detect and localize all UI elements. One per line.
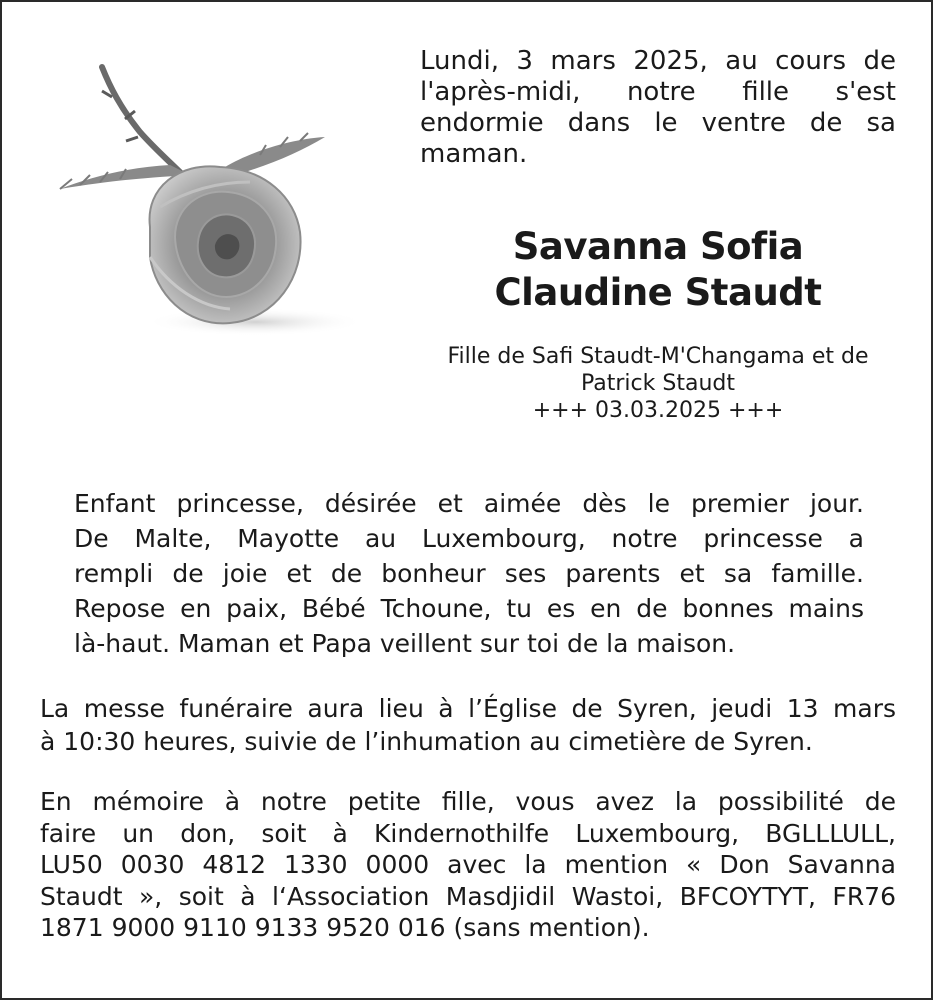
tribute-paragraph xyxy=(74,486,864,661)
parents-line2: Patrick Staudt xyxy=(581,371,735,396)
donation-line: faire un don, soit à Kindernothilfe Luxembourg, BGLLLULL, xyxy=(40,818,896,848)
intro-line: maman. xyxy=(420,139,528,169)
intro-line: l'après-midi, notre fille s'est xyxy=(420,77,896,107)
tribute-line: De Malte, Mayotte au Luxembourg, notre princesse a xyxy=(74,524,864,553)
deceased-name-line2: Claudine Staudt xyxy=(494,271,822,314)
donation-line: LU50 0030 4812 1330 0000 avec la mention « Don Savanna xyxy=(40,850,896,879)
tribute-line: Repose en paix, Bébé Tchoune, tu es en de bonnes mains xyxy=(74,594,864,623)
donation-line: 1871 9000 9110 9133 9520 016 (sans mention). xyxy=(40,913,650,942)
tribute-line: là-haut. Maman et Papa veillent sur toi de la maison. xyxy=(74,629,736,658)
tribute-line: rempli de joie et de bonheur ses parents et sa famille. xyxy=(74,559,864,588)
parents-block xyxy=(420,343,896,424)
intro-line: endormie dans le ventre de sa xyxy=(420,108,896,138)
intro-paragraph xyxy=(420,46,896,170)
tribute-line: Enfant princesse, désirée et aimée dès le premier jour. xyxy=(74,489,864,518)
funeral-line: à 10:30 heures, suivie de l’inhumation au cimetière de Syren. xyxy=(40,727,813,756)
donation-line: Staudt », soit à l‘Association Masdjidil Wastoi, BFCOYTYT, FR76 xyxy=(40,881,896,911)
funeral-paragraph xyxy=(40,692,896,758)
donation-line: En mémoire à notre petite fille, vous avez la possibilité de xyxy=(40,787,896,816)
parents-line1: Fille de Safi Staudt-M'Changama et de xyxy=(447,344,869,369)
deceased-name-line1: Savanna Sofia xyxy=(512,225,804,268)
rose-icon xyxy=(50,57,370,347)
deceased-name xyxy=(420,224,896,316)
intro-line: Lundi, 3 mars 2025, au cours de xyxy=(420,46,896,76)
donation-paragraph xyxy=(40,786,896,944)
death-date: +++ 03.03.2025 +++ xyxy=(532,398,784,423)
funeral-line: La messe funéraire aura lieu à l’Église de Syren, jeudi 13 mars xyxy=(40,694,896,723)
